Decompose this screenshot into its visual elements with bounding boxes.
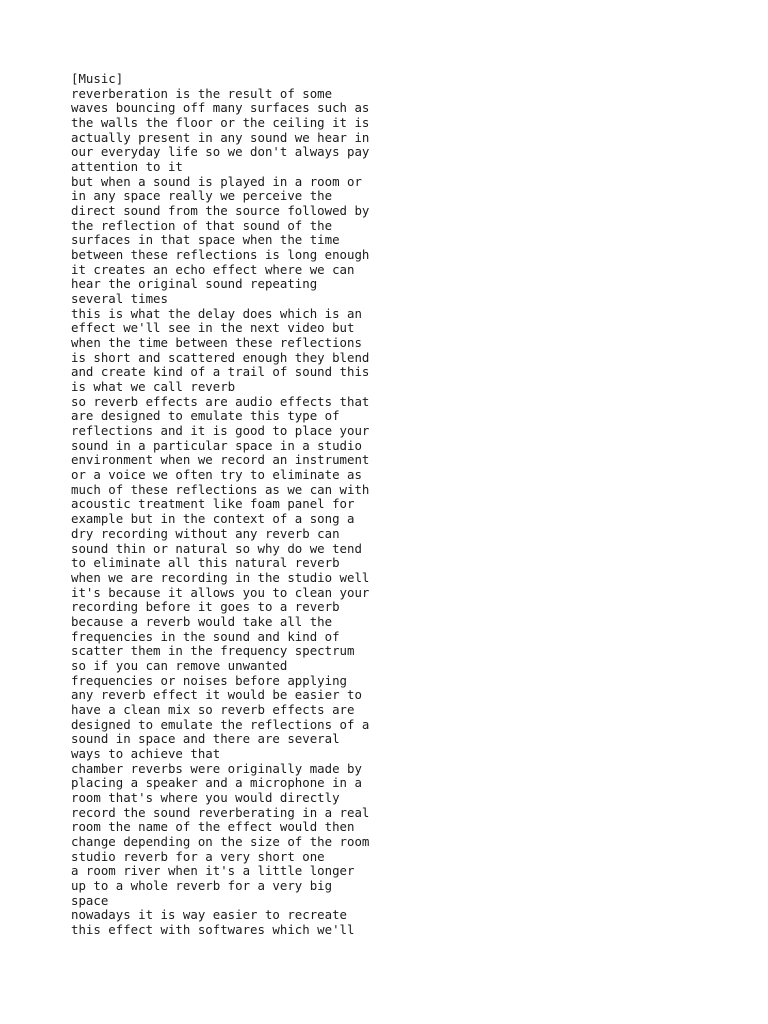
transcript-line: or a voice we often try to eliminate as [71,467,362,483]
transcript-line: the walls the floor or the ceiling it is [71,115,370,131]
transcript-line: dry recording without any reverb can [71,525,340,541]
transcript-line: space [71,892,109,908]
transcript-line: frequencies in the sound and kind of [71,628,340,644]
transcript-line: environment when we record an instrument [71,452,370,468]
transcript-line: sound in a particular space in a studio [71,437,362,453]
transcript-line: sound in space and there are several [71,731,340,747]
transcript-line: when we are recording in the studio well [71,569,370,585]
transcript-line: because a reverb would take all the [71,613,333,629]
transcript-line: frequencies or noises before applying [71,672,348,688]
transcript-line: it's because it allows you to clean your [71,584,370,600]
transcript-line: nowadays it is way easier to recreate [71,907,348,923]
transcript-line: any reverb effect it would be easier to [71,687,362,703]
transcript-line: several times [71,291,168,307]
transcript-line: reflections and it is good to place your [71,423,370,439]
transcript-line: placing a speaker and a microphone in a [71,775,362,791]
transcript-line: this effect with softwares which we'll [71,921,355,937]
transcript-line: to eliminate all this natural reverb [71,555,340,571]
transcript-line: example but in the context of a song a [71,511,355,527]
transcript-line: in any space really we perceive the [71,188,333,204]
transcript-line: are designed to emulate this type of [71,408,340,424]
transcript-line: a room river when it's a little longer [71,863,355,879]
transcript-line: ways to achieve that [71,745,221,761]
transcript-line: chamber reverbs were originally made by [71,760,362,776]
transcript-line: scatter them in the frequency spectrum [71,643,355,659]
transcript-line: our everyday life so we don't always pay [71,144,370,160]
transcript-line: so reverb effects are audio effects that [71,393,370,409]
transcript-line: when the time between these reflections [71,335,362,351]
transcript-line: and create kind of a trail of sound this [71,364,370,380]
transcript-line: it creates an echo effect where we can [71,261,355,277]
transcript-line: studio reverb for a very short one [71,848,325,864]
transcript-line: between these reflections is long enough [71,247,370,263]
transcript-line: is short and scattered enough they blend [71,349,370,365]
transcript-line: change depending on the size of the room [71,833,370,849]
transcript-line: effect we'll see in the next video but [71,320,355,336]
transcript-line: actually present in any sound we hear in [71,129,370,145]
transcript-line: sound thin or natural so why do we tend [71,540,362,556]
transcript-line: attention to it [71,159,183,175]
transcript-line: designed to emulate the reflections of a [71,716,370,732]
transcript-line: this is what the delay does which is an [71,305,362,321]
transcript-line: reverberation is the result of some [71,85,333,101]
transcript-line: direct sound from the source followed by [71,203,370,219]
transcript-line: so if you can remove unwanted [71,657,288,673]
transcript-line: the reflection of that sound of the [71,217,333,233]
transcript-line: [Music] [71,71,124,86]
transcript-line: record the sound reverberating in a real [71,804,370,820]
transcript-line: recording before it goes to a reverb [71,599,340,615]
transcript-line: is what we call reverb [71,379,236,395]
transcript-line: hear the original sound repeating [71,276,318,292]
transcript-line: much of these reflections as we can with [71,481,370,497]
transcript-line: but when a sound is played in a room or [71,173,362,189]
transcript-line: acoustic treatment like foam panel for [71,496,355,512]
transcript-line: have a clean mix so reverb effects are [71,701,355,717]
transcript-line: room the name of the effect would then [71,819,355,835]
transcript-line: surfaces in that space when the time [71,232,340,248]
transcript-line: waves bouncing off many surfaces such as [71,100,370,116]
transcript-line: room that's where you would directly [71,789,340,805]
transcript-line: up to a whole reverb for a very big [71,877,333,893]
transcript-page [71,72,391,938]
